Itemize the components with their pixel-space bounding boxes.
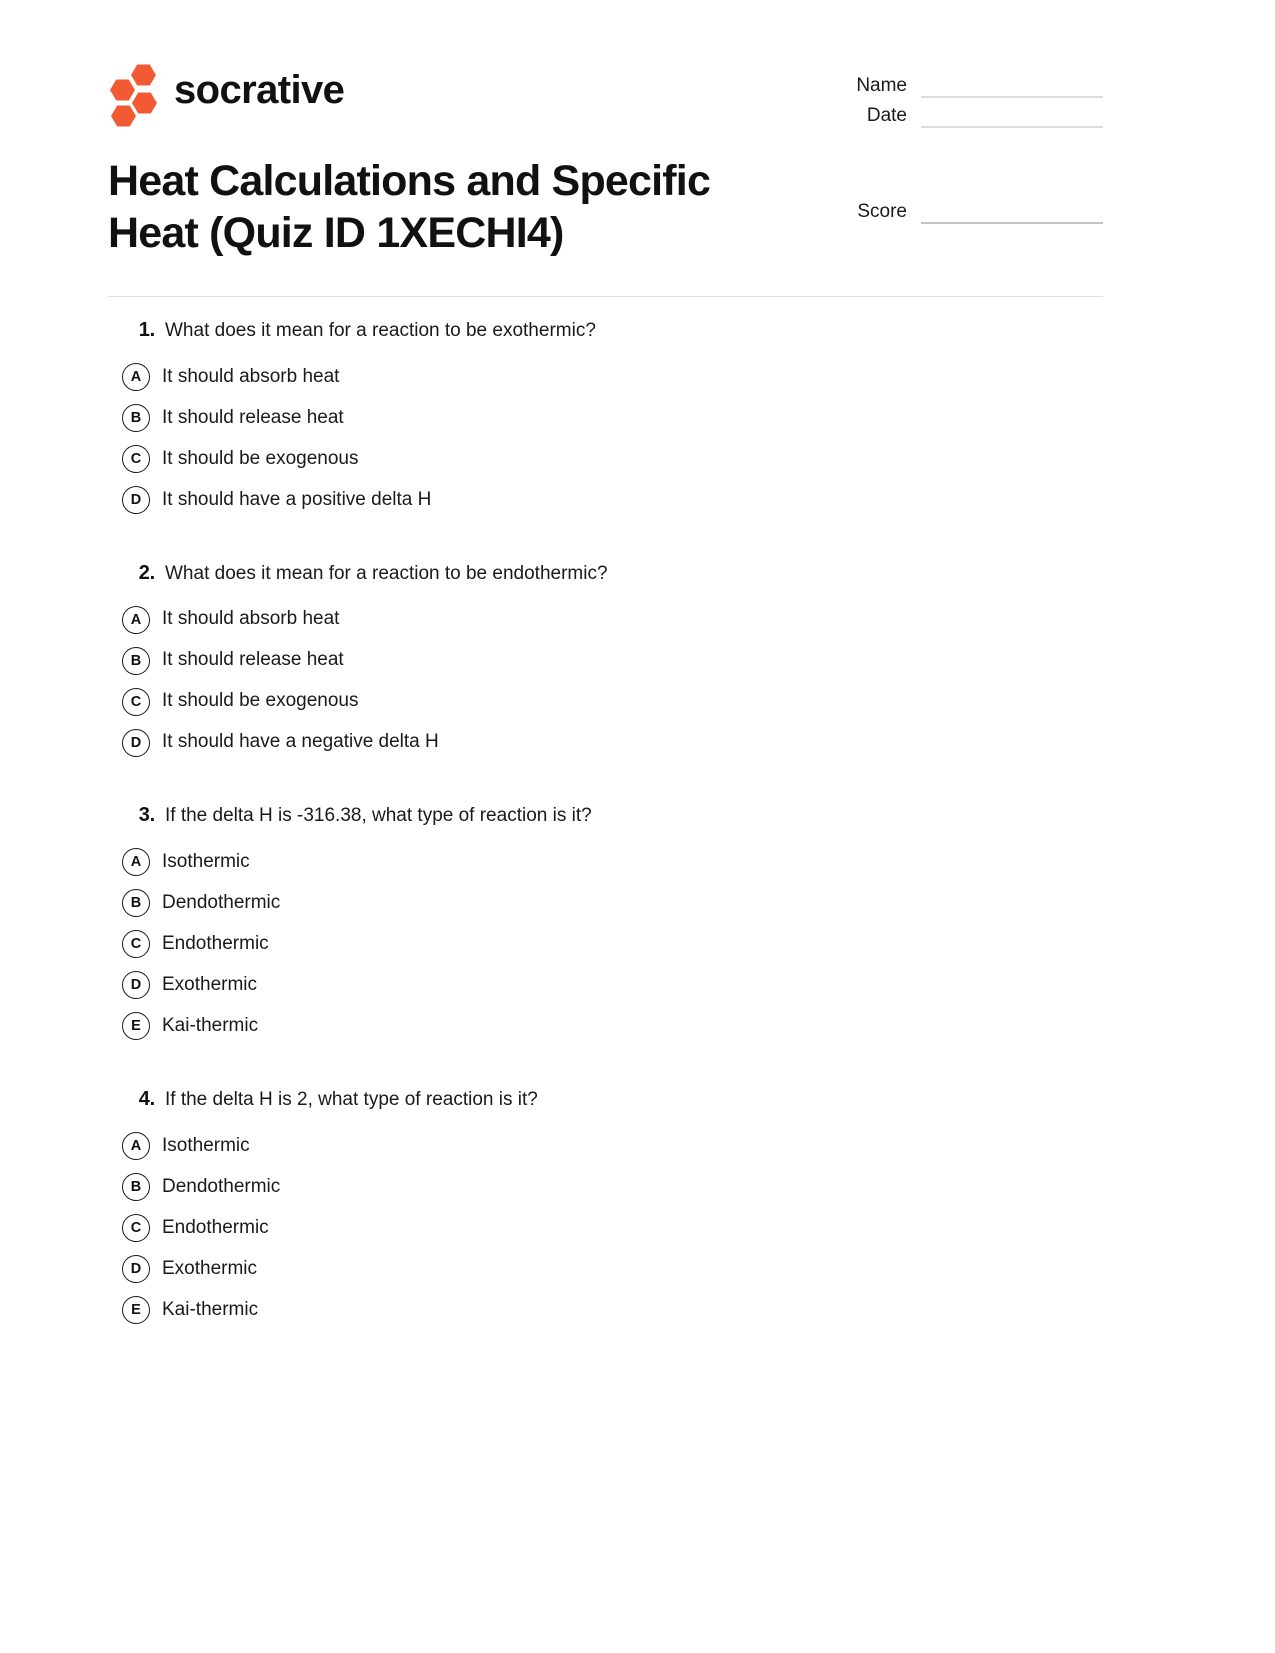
question-number: 1. xyxy=(138,319,155,341)
answer-option[interactable] xyxy=(108,924,1103,965)
option-letter-bubble[interactable]: B xyxy=(122,1173,150,1201)
answer-option[interactable] xyxy=(108,1006,1103,1047)
option-letter-bubble[interactable]: C xyxy=(122,445,150,473)
option-letter-bubble[interactable]: B xyxy=(122,404,150,432)
option-letter-bubble[interactable]: C xyxy=(122,1214,150,1242)
hexagon-bottom-left-icon xyxy=(111,105,136,127)
student-info-fields xyxy=(803,68,1103,224)
option-text: It should absorb heat xyxy=(162,365,340,387)
answer-option[interactable] xyxy=(108,398,1103,439)
answer-option[interactable] xyxy=(108,1290,1103,1331)
answer-option[interactable] xyxy=(108,480,1103,521)
option-letter-bubble[interactable]: A xyxy=(122,606,150,634)
option-text: It should be exogenous xyxy=(162,690,359,712)
question-header xyxy=(108,561,1103,587)
answer-options xyxy=(108,1126,1103,1331)
sheet-content xyxy=(108,0,1103,1320)
page-header xyxy=(108,0,1103,258)
question-header xyxy=(108,803,1103,829)
question-number: 2. xyxy=(138,561,155,584)
score-field-row xyxy=(803,194,1103,224)
option-text: Endothermic xyxy=(162,933,269,955)
option-text: It should absorb heat xyxy=(162,608,340,630)
question-number: 4. xyxy=(138,1087,155,1110)
option-text: Dendothermic xyxy=(162,892,281,914)
question-text: If the delta H is -316.38, what type of reaction is it? xyxy=(165,805,592,827)
answer-option[interactable] xyxy=(108,439,1103,480)
option-text: Isothermic xyxy=(162,1134,250,1156)
answer-option[interactable] xyxy=(108,357,1103,398)
questions-list xyxy=(108,318,1103,1371)
question-header xyxy=(108,318,1103,344)
hexagon-center-right-icon xyxy=(132,92,157,114)
date-field-label: Date xyxy=(866,105,907,126)
answer-option[interactable] xyxy=(108,640,1103,681)
question-block xyxy=(108,1087,1103,1331)
question-block xyxy=(108,803,1103,1047)
option-letter-bubble[interactable]: D xyxy=(122,729,150,757)
name-field-label: Name xyxy=(856,75,907,96)
answer-options xyxy=(108,599,1103,763)
option-text: It should have a positive delta H xyxy=(162,488,432,510)
answer-option[interactable] xyxy=(108,842,1103,883)
answer-options xyxy=(108,357,1103,521)
answer-option[interactable] xyxy=(108,883,1103,924)
date-field-row xyxy=(803,98,1103,128)
brand-wordmark: socrative xyxy=(174,68,345,112)
question-text: What does it mean for a reaction to be exothermic? xyxy=(165,320,596,341)
option-text: It should be exogenous xyxy=(162,447,359,469)
question-text: What does it mean for a reaction to be endothermic? xyxy=(165,562,608,584)
option-text: Kai-thermic xyxy=(162,1015,259,1037)
option-text: It should release heat xyxy=(162,406,344,428)
answer-option[interactable] xyxy=(108,681,1103,722)
option-letter-bubble[interactable]: E xyxy=(122,1012,150,1040)
option-letter-bubble[interactable]: D xyxy=(122,1255,150,1283)
answer-option[interactable] xyxy=(108,1249,1103,1290)
option-text: It should have a negative delta H xyxy=(162,731,439,753)
question-number: 3. xyxy=(138,804,155,827)
answer-options xyxy=(108,842,1103,1047)
option-letter-bubble[interactable]: A xyxy=(122,848,150,876)
answer-option[interactable] xyxy=(108,1208,1103,1249)
answer-option[interactable] xyxy=(108,599,1103,640)
question-header xyxy=(108,1087,1103,1113)
option-text: Endothermic xyxy=(162,1216,269,1238)
hexagon-cluster-icon xyxy=(108,62,160,120)
option-text: It should release heat xyxy=(162,649,344,671)
name-field-input[interactable] xyxy=(921,96,1103,98)
option-letter-bubble[interactable]: D xyxy=(122,971,150,999)
option-letter-bubble[interactable]: A xyxy=(122,363,150,391)
option-text: Dendothermic xyxy=(162,1175,281,1197)
name-field-row xyxy=(803,68,1103,98)
score-field-input[interactable] xyxy=(921,222,1103,224)
socrative-logo xyxy=(108,62,344,120)
option-letter-bubble[interactable]: B xyxy=(122,889,150,917)
answer-option[interactable] xyxy=(108,965,1103,1006)
option-letter-bubble[interactable]: E xyxy=(122,1296,150,1324)
option-text: Exothermic xyxy=(162,1257,258,1279)
question-block xyxy=(108,561,1103,764)
hexagon-top-right-icon xyxy=(131,64,156,86)
hexagon-mid-left-icon xyxy=(110,79,135,101)
answer-option[interactable] xyxy=(108,1126,1103,1167)
option-letter-bubble[interactable]: C xyxy=(122,688,150,716)
option-letter-bubble[interactable]: C xyxy=(122,930,150,958)
option-text: Isothermic xyxy=(162,851,250,873)
header-divider xyxy=(108,296,1103,297)
question-text: If the delta H is 2, what type of reaction is it? xyxy=(165,1088,538,1110)
option-letter-bubble[interactable]: D xyxy=(122,486,150,514)
option-letter-bubble[interactable]: B xyxy=(122,647,150,675)
date-field-input[interactable] xyxy=(921,126,1103,128)
page-title: Heat Calculations and Specific Heat (Quiz ID 1XECHI4) xyxy=(108,157,711,258)
score-field-label: Score xyxy=(857,201,907,222)
option-letter-bubble[interactable]: A xyxy=(122,1132,150,1160)
question-block xyxy=(108,318,1103,521)
option-text: Exothermic xyxy=(162,974,258,996)
answer-option[interactable] xyxy=(108,1167,1103,1208)
answer-option[interactable] xyxy=(108,722,1103,763)
option-text: Kai-thermic xyxy=(162,1298,259,1320)
